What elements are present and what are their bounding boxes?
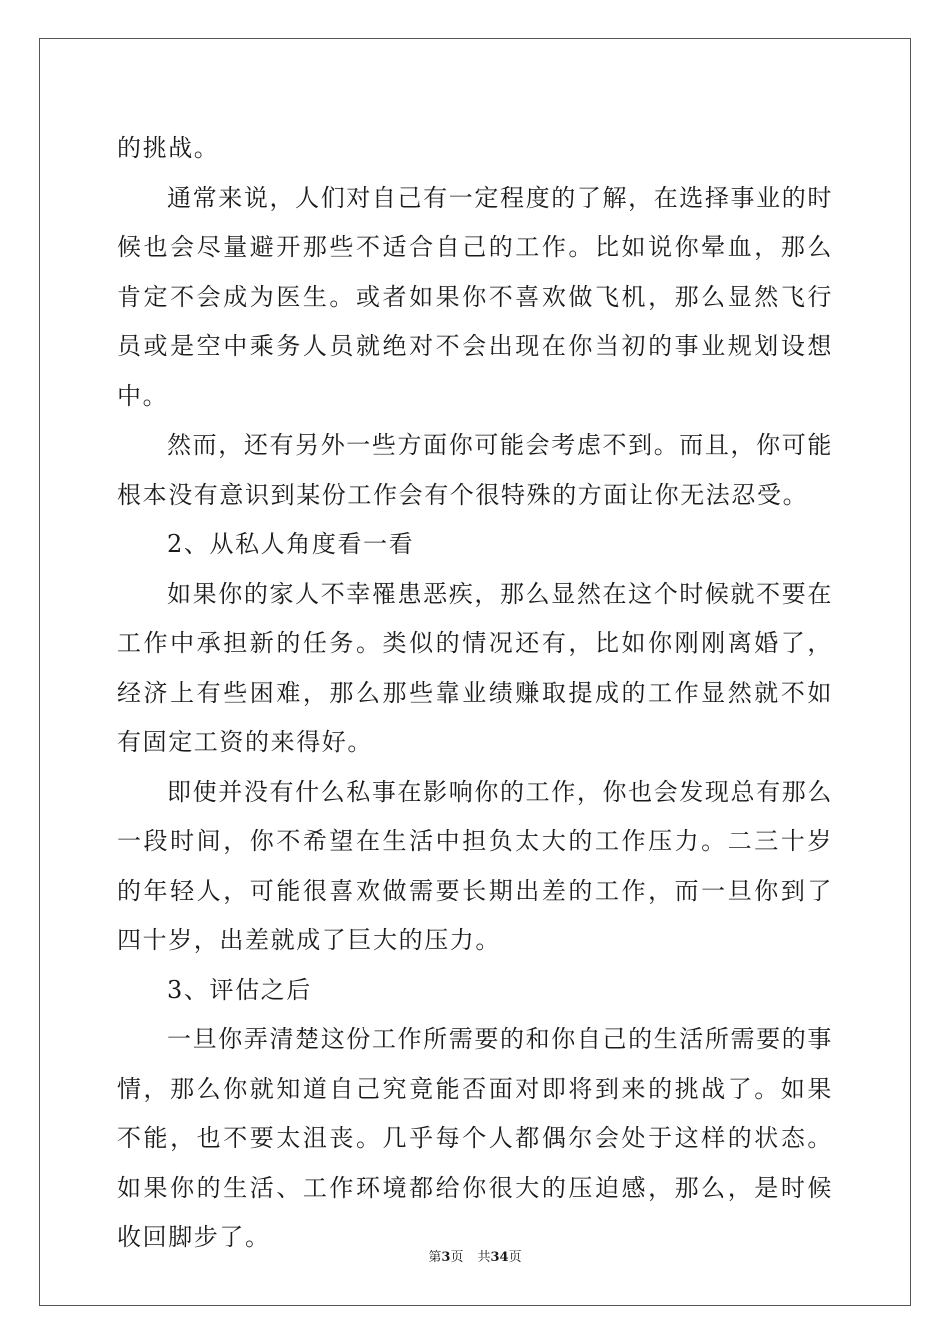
total-suffix: 页 xyxy=(508,1250,522,1265)
paragraph-3: 然而，还有另外一些方面你可能会考虑不到。而且，你可能根本没有意识到某份工作会有个很特殊的方面让你无法忍受。 xyxy=(117,431,833,509)
current-page-number: 3 xyxy=(441,1250,451,1265)
page-suffix: 页 xyxy=(450,1250,464,1265)
paragraph-2: 通常来说，人们对自己有一定程度的了解，在选择事业的时候也会尽量避开那些不适合自己的工作。比如说你晕血，那么肯定不会成为医生。或者如果你不喜欢做飞机，那么显然飞行员或是空中乘务人员就绝对不会出现在你当初的事业规划设想中。 xyxy=(117,183,833,410)
page-footer xyxy=(0,1246,950,1265)
page-prefix: 第 xyxy=(428,1250,442,1265)
paragraph-1: 的挑战。 xyxy=(117,134,220,162)
paragraph-8: 一旦你弄清楚这份工作所需要的和你自己的生活所需要的事情，那么你就知道自己究竟能否面对即将到来的挑战了。如果不能，也不要太沮丧。几乎每个人都偶尔会处于这样的状态。如果你的生活、工作环境都给你很大的压迫感，那么，是时候收回脚步了。 xyxy=(117,1025,833,1251)
document-body xyxy=(117,124,833,1263)
total-prefix: 共 xyxy=(477,1250,491,1265)
paragraph-6: 即使并没有什么私事在影响你的工作，你也会发现总有那么一段时间，你不希望在生活中担负太大的工作压力。二三十岁的年轻人，可能很喜欢做需要长期出差的工作，而一旦你到了四十岁，出差就成了巨大的压力。 xyxy=(117,777,833,954)
section-heading-3: 3、评估之后 xyxy=(167,975,312,1004)
section-heading-2: 2、从私人角度看一看 xyxy=(167,530,415,558)
total-pages-number: 34 xyxy=(490,1250,509,1265)
paragraph-5: 如果你的家人不幸罹患恶疾，那么显然在这个时候就不要在工作中承担新的任务。类似的情况还有，比如你刚刚离婚了，经济上有些困难，那么那些靠业绩赚取提成的工作显然就不如有固定工资的来得好。 xyxy=(117,579,833,756)
